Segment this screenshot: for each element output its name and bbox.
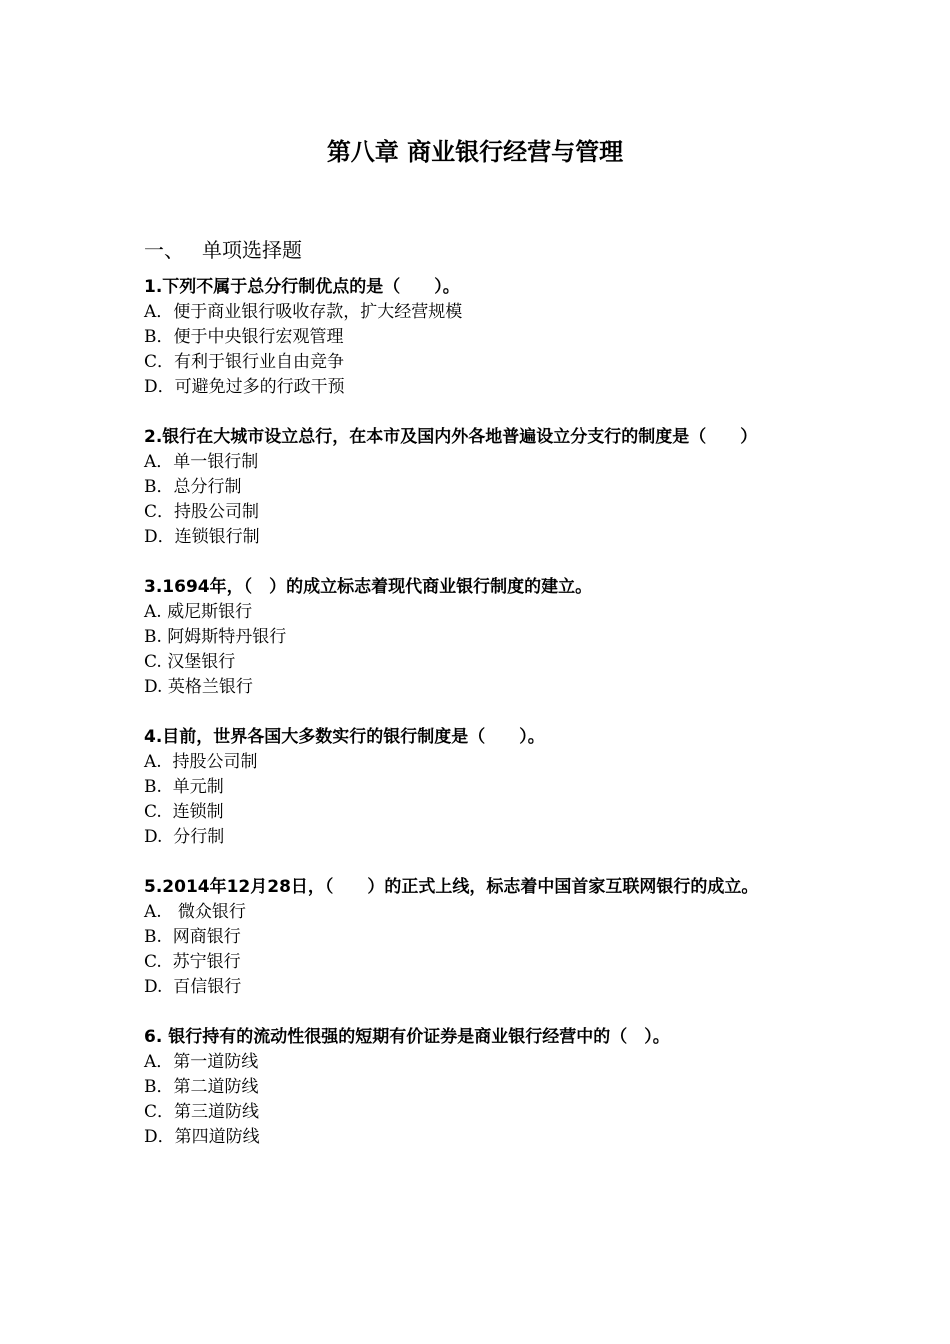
option-c: C. 苏宁银行 <box>144 952 241 972</box>
question-list <box>144 275 809 1175</box>
question-1 <box>144 275 809 400</box>
option-c: C．持股公司制 <box>144 502 260 522</box>
question-5 <box>144 875 809 1000</box>
question-stem: 3.1694年，（ ）的成立标志着现代商业银行制度的建立。 <box>144 577 593 597</box>
section-label: 单项选择题 <box>202 238 302 262</box>
option-c: C. 连锁制 <box>144 802 224 822</box>
option-b: B．总分行制 <box>144 477 242 497</box>
option-d: D．连锁银行制 <box>144 527 260 547</box>
option-a: A．单一银行制 <box>144 452 259 472</box>
question-stem: 5.2014年12月28日，（ ）的正式上线，标志着中国首家互联网银行的成立。 <box>144 877 759 897</box>
option-d: D．第四道防线 <box>144 1127 260 1147</box>
question-stem: 6. 银行持有的流动性很强的短期有价证券是商业银行经营中的（ ）。 <box>144 1027 670 1047</box>
question-stem: 1.下列不属于总分行制优点的是（ ）。 <box>144 277 460 297</box>
option-a: A. 持股公司制 <box>144 752 258 772</box>
option-d: D．可避免过多的行政干预 <box>144 377 345 397</box>
section-heading <box>144 236 302 264</box>
question-stem: 2.银行在大城市设立总行，在本市及国内外各地普遍设立分支行的制度是（ ） <box>144 427 758 447</box>
option-d: D. 分行制 <box>144 827 225 847</box>
question-stem: 4.目前，世界各国大多数实行的银行制度是（ ）。 <box>144 727 545 747</box>
chapter-title: 第八章 商业银行经营与管理 <box>326 138 624 166</box>
option-c: C．第三道防线 <box>144 1102 260 1122</box>
option-b: B. 网商银行 <box>144 927 241 947</box>
option-a: A. 微众银行 <box>144 902 246 922</box>
question-2 <box>144 425 809 550</box>
option-b: B．便于中央银行宏观管理 <box>144 327 344 347</box>
section-number: 一、 <box>144 238 184 262</box>
option-c: C. 汉堡银行 <box>144 652 236 672</box>
option-a: A．便于商业银行吸收存款，扩大经营规模 <box>144 302 463 322</box>
option-a: A. 威尼斯银行 <box>144 602 253 622</box>
option-d: D. 百信银行 <box>144 977 242 997</box>
question-6 <box>144 1025 809 1150</box>
option-c: C．有利于银行业自由竞争 <box>144 352 345 372</box>
question-3 <box>144 575 809 700</box>
question-4 <box>144 725 809 850</box>
option-d: D. 英格兰银行 <box>144 677 253 697</box>
option-b: B．第二道防线 <box>144 1077 259 1097</box>
option-a: A．第一道防线 <box>144 1052 259 1072</box>
option-b: B. 单元制 <box>144 777 224 797</box>
option-b: B. 阿姆斯特丹银行 <box>144 627 287 647</box>
